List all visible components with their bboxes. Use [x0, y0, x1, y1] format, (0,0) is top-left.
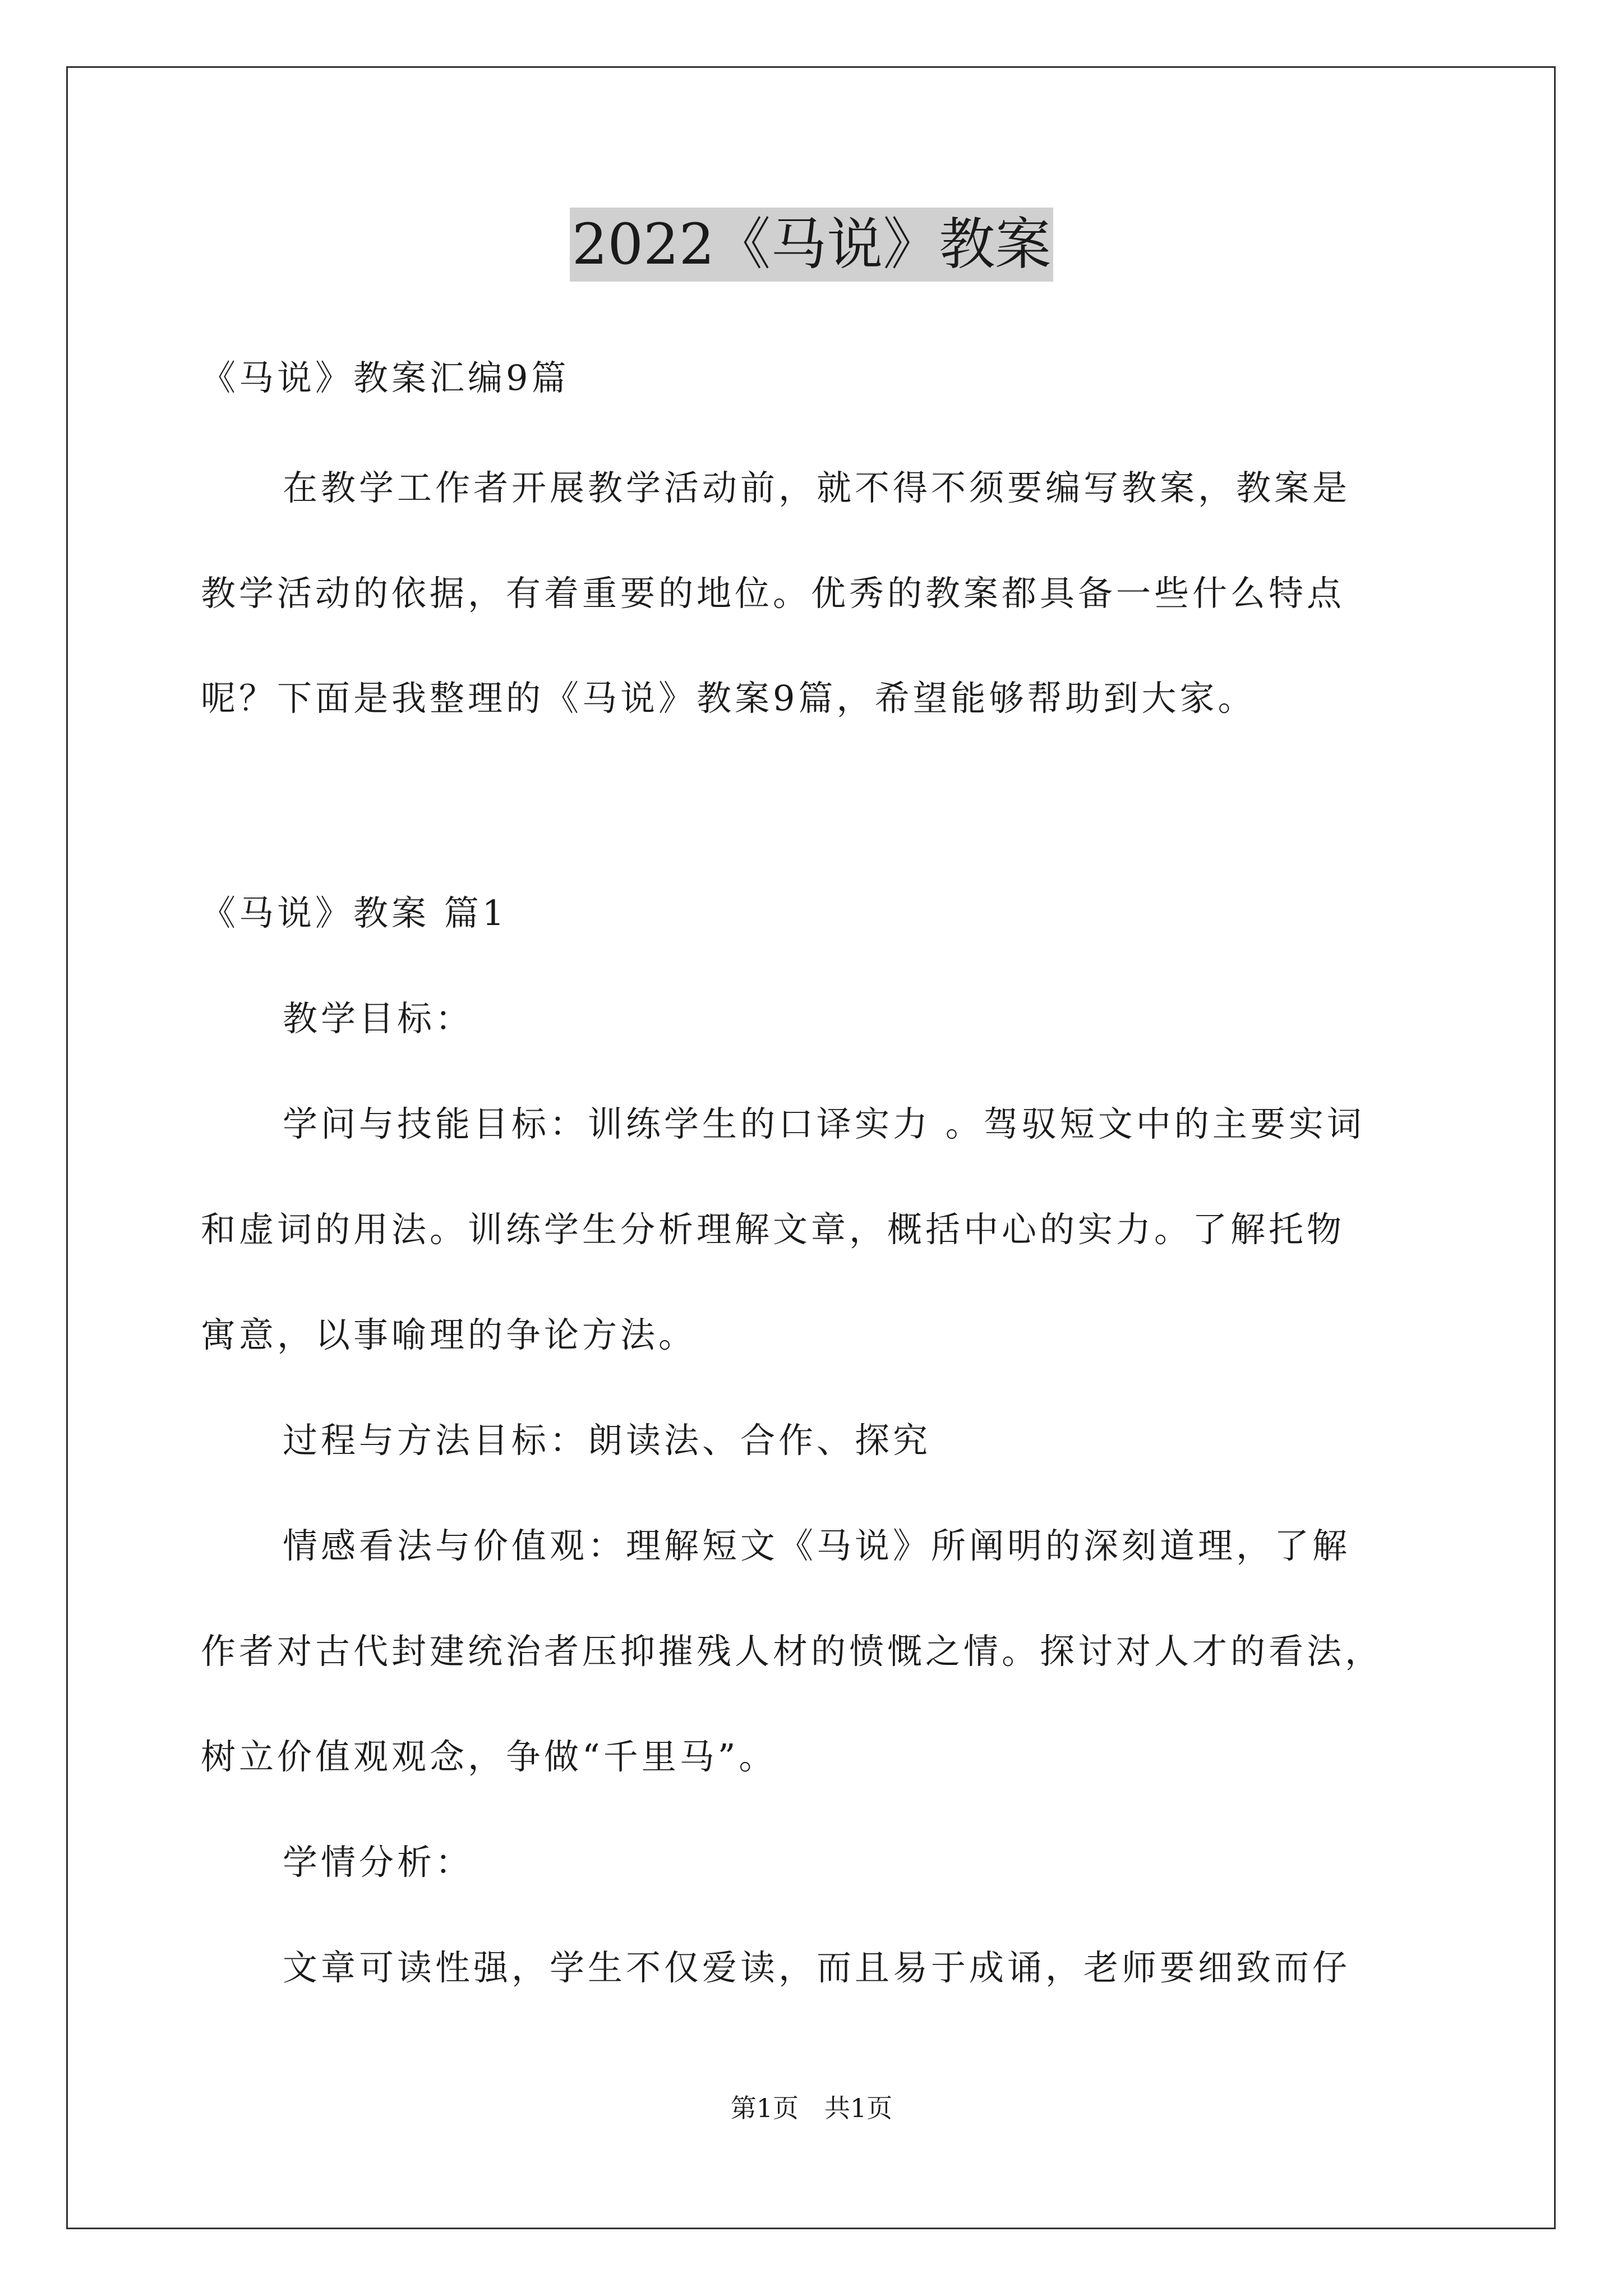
paragraph-line: 学情分析： — [283, 1842, 474, 1883]
page-footer: 第1页 共1页 — [730, 2093, 893, 2123]
paragraph-line: 和虚词的用法。训练学生分析理解文章，概括中心的实力。了解托物 — [201, 1209, 1345, 1250]
paragraph-line: 学问与技能目标：训练学生的口译实力 。驾驭短文中的主要实词 — [283, 1103, 1365, 1144]
paragraph-line: 文章可读性强，学生不仅爱读，而且易于成诵，老师要细致而仔 — [283, 1947, 1351, 1988]
paragraph-line: 在教学工作者开展教学活动前，就不得不须要编写教案，教案是 — [283, 467, 1351, 508]
paragraph-line: 寓意，以事喻理的争论方法。 — [201, 1314, 697, 1355]
paragraph-line: 教学目标： — [283, 998, 474, 1039]
paragraph-line: 树立价值观观念，争做“千里马”。 — [201, 1736, 777, 1777]
document-title: 2022《马说》教案 — [570, 208, 1054, 282]
paragraph-line: 教学活动的依据，有着重要的地位。优秀的教案都具备一些什么特点 — [201, 573, 1345, 614]
paragraph-line: 情感看法与价值观：理解短文《马说》所阐明的深刻道理，了解 — [283, 1525, 1351, 1566]
title-container — [0, 208, 1623, 282]
subtitle-line: 《马说》教案汇编9篇 — [201, 357, 570, 398]
paragraph-line: 作者对古代封建统治者压抑摧残人材的愤慨之情。探讨对人才的看法， — [201, 1631, 1384, 1672]
section-heading: 《马说》教案 篇1 — [201, 892, 508, 933]
paragraph-line: 过程与方法目标：朗读法、合作、探究 — [283, 1420, 932, 1461]
paragraph-line: 呢？下面是我整理的《马说》教案9篇，希望能够帮助到大家。 — [201, 678, 1256, 719]
